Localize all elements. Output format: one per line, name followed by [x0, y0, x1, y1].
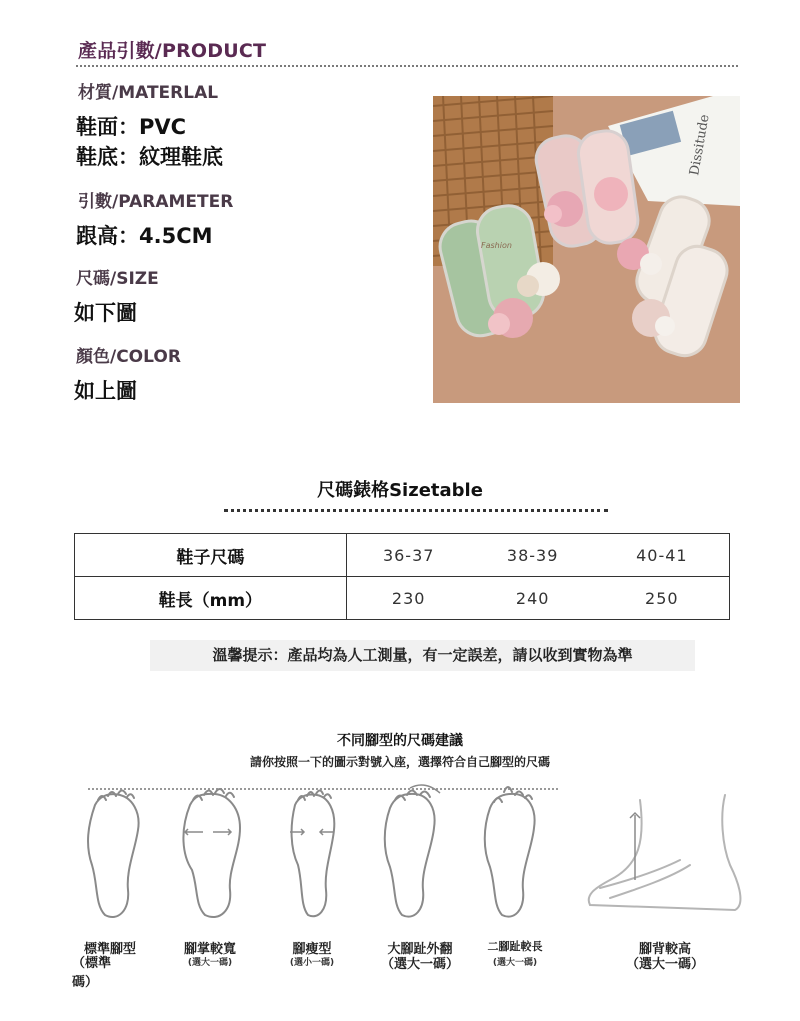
foot-illustrations: [0, 770, 800, 934]
foot-type-label: 大腳趾外翻: [387, 942, 453, 957]
wide-foot-icon: [183, 789, 240, 917]
foot-guide-title: 不同腳型的尺碼建議: [337, 733, 463, 749]
upper-material: 鞋面：PVC: [76, 115, 187, 139]
size-table: [74, 533, 730, 620]
foot-type-label: 腳瘦型: [292, 942, 332, 957]
foot-guide-subtitle: 請你按照一下的圖示對號入座，選擇符合自己腳型的尺碼: [249, 755, 550, 769]
length-cell: 250: [595, 577, 730, 620]
standard-foot-icon: [88, 791, 139, 918]
table-row: [75, 577, 730, 620]
size-row-label: 鞋子尺碼: [75, 534, 347, 577]
header-divider: [76, 65, 738, 67]
material-label: 材質/MATERLAL: [78, 83, 219, 103]
foot-type-label: 腳掌較寬: [183, 942, 236, 957]
foot-type-note: (選大一碼): [187, 958, 233, 968]
heel-height: 跟高：4.5CM: [76, 224, 213, 248]
parameter-label: 引數/PARAMETER: [78, 192, 234, 212]
foot-type-note: （標準碼）: [72, 956, 112, 990]
foot-type-note: (選大一碼): [492, 958, 538, 968]
length-cell: 240: [471, 577, 595, 620]
product-header: 產品引數/PRODUCT: [78, 40, 267, 62]
size-label: 尺碼/SIZE: [76, 269, 159, 289]
size-cell: 40-41: [595, 534, 730, 577]
magazine-text: Dissitude: [687, 113, 713, 177]
foot-type-note: （選大一碼）: [380, 957, 459, 972]
bunion-foot-icon: [385, 791, 435, 917]
size-cell: 38-39: [471, 534, 595, 577]
high-instep-foot-icon: [589, 795, 741, 910]
size-value: 如下圖: [74, 301, 137, 325]
size-cell: 36-37: [346, 534, 470, 577]
measurement-tip: 溫馨提示：產品均為人工測量，有一定誤差，請以收到實物為準: [150, 640, 695, 671]
foot-type-label: 標準腳型: [83, 942, 136, 957]
foot-type-label: 二腳趾較長: [487, 940, 543, 953]
length-cell: 230: [346, 577, 470, 620]
size-table-title: 尺碼錶格Sizetable: [317, 480, 483, 501]
slim-foot-icon: [292, 791, 335, 917]
long-second-toe-foot-icon: [485, 787, 535, 917]
size-table-divider: [224, 509, 608, 512]
length-row-label: 鞋長（mm）: [75, 577, 347, 620]
table-row: [75, 534, 730, 577]
sole-material: 鞋底：紋理鞋底: [76, 145, 223, 169]
foot-type-note: （選大一碼）: [625, 957, 704, 972]
foot-type-note: (選小一碼): [289, 958, 335, 968]
color-label: 顏色/COLOR: [76, 347, 181, 367]
color-value: 如上圖: [74, 379, 137, 403]
foot-type-label: 腳背較高: [638, 942, 691, 957]
product-photo: [433, 96, 740, 403]
insole-text: Fashion: [481, 241, 512, 250]
